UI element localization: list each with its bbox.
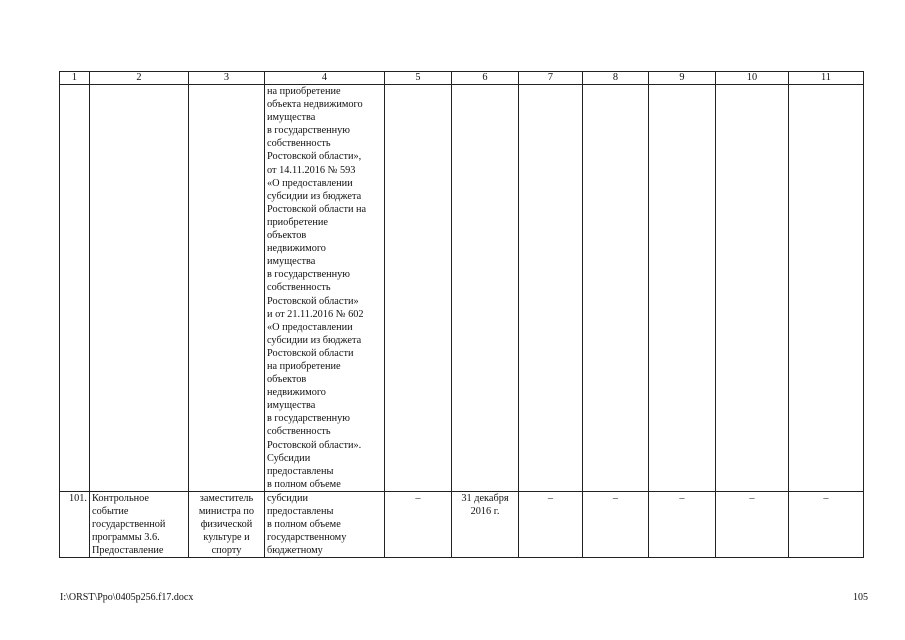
footer-file-path: I:\ORST\Ppo\0405p256.f17.docx: [60, 592, 194, 603]
cell-empty: [716, 85, 789, 492]
event-name-cell: Контрольное событие государственной программы 3.6. Предоставление: [90, 491, 189, 557]
header-cell-1: 1: [60, 72, 90, 85]
header-cell-4: 4: [265, 72, 385, 85]
cell-empty: [385, 85, 452, 492]
cell-empty: [519, 85, 583, 492]
cell-empty: [583, 85, 649, 492]
cell-empty: [649, 85, 716, 492]
row-number-cell: 101.: [60, 491, 90, 557]
header-cell-2: 2: [90, 72, 189, 85]
responsible-cell: заместитель министра по физической культуре и спорту: [189, 491, 265, 557]
cell-empty: [60, 85, 90, 492]
header-cell-3: 3: [189, 72, 265, 85]
header-cell-11: 11: [789, 72, 864, 85]
footer-page-number: 105: [853, 592, 868, 603]
result-cell: субсидии предоставлены в полном объеме государственному бюджетному: [265, 491, 385, 557]
header-cell-8: 8: [583, 72, 649, 85]
cell-col8: –: [583, 491, 649, 557]
cell-col11: –: [789, 491, 864, 557]
header-cell-6: 6: [452, 72, 519, 85]
plan-table: [59, 71, 864, 558]
header-row: [60, 72, 864, 85]
header-cell-9: 9: [649, 72, 716, 85]
cell-col9: –: [649, 491, 716, 557]
header-cell-5: 5: [385, 72, 452, 85]
date-cell: 31 декабря 2016 г.: [452, 491, 519, 557]
header-cell-10: 10: [716, 72, 789, 85]
header-cell-7: 7: [519, 72, 583, 85]
cell-empty: [452, 85, 519, 492]
cell-empty: [189, 85, 265, 492]
cell-col10: –: [716, 491, 789, 557]
cell-col7: –: [519, 491, 583, 557]
cell-empty: [789, 85, 864, 492]
cell-empty: [90, 85, 189, 492]
table-row-101: [60, 491, 864, 557]
continuation-text-cell: на приобретение объекта недвижимого имущества в государственную собственность Ростовской области», от 14.11.2016 № 593 «О предоставлении субсидии из бюджета Ростовской области на приобретение объектов недвижимого имущества в государственную собственность Ростовской области» и от 21.11.2016 № 602 «О предоставлении субсидии из бюджета Ростовской области на приобретение объектов недвижимого имущества в государственную собственность Ростовской области». Субсидии предоставлены в полном объеме: [265, 85, 385, 492]
table-row-continuation: [60, 85, 864, 492]
cell-col5: –: [385, 491, 452, 557]
